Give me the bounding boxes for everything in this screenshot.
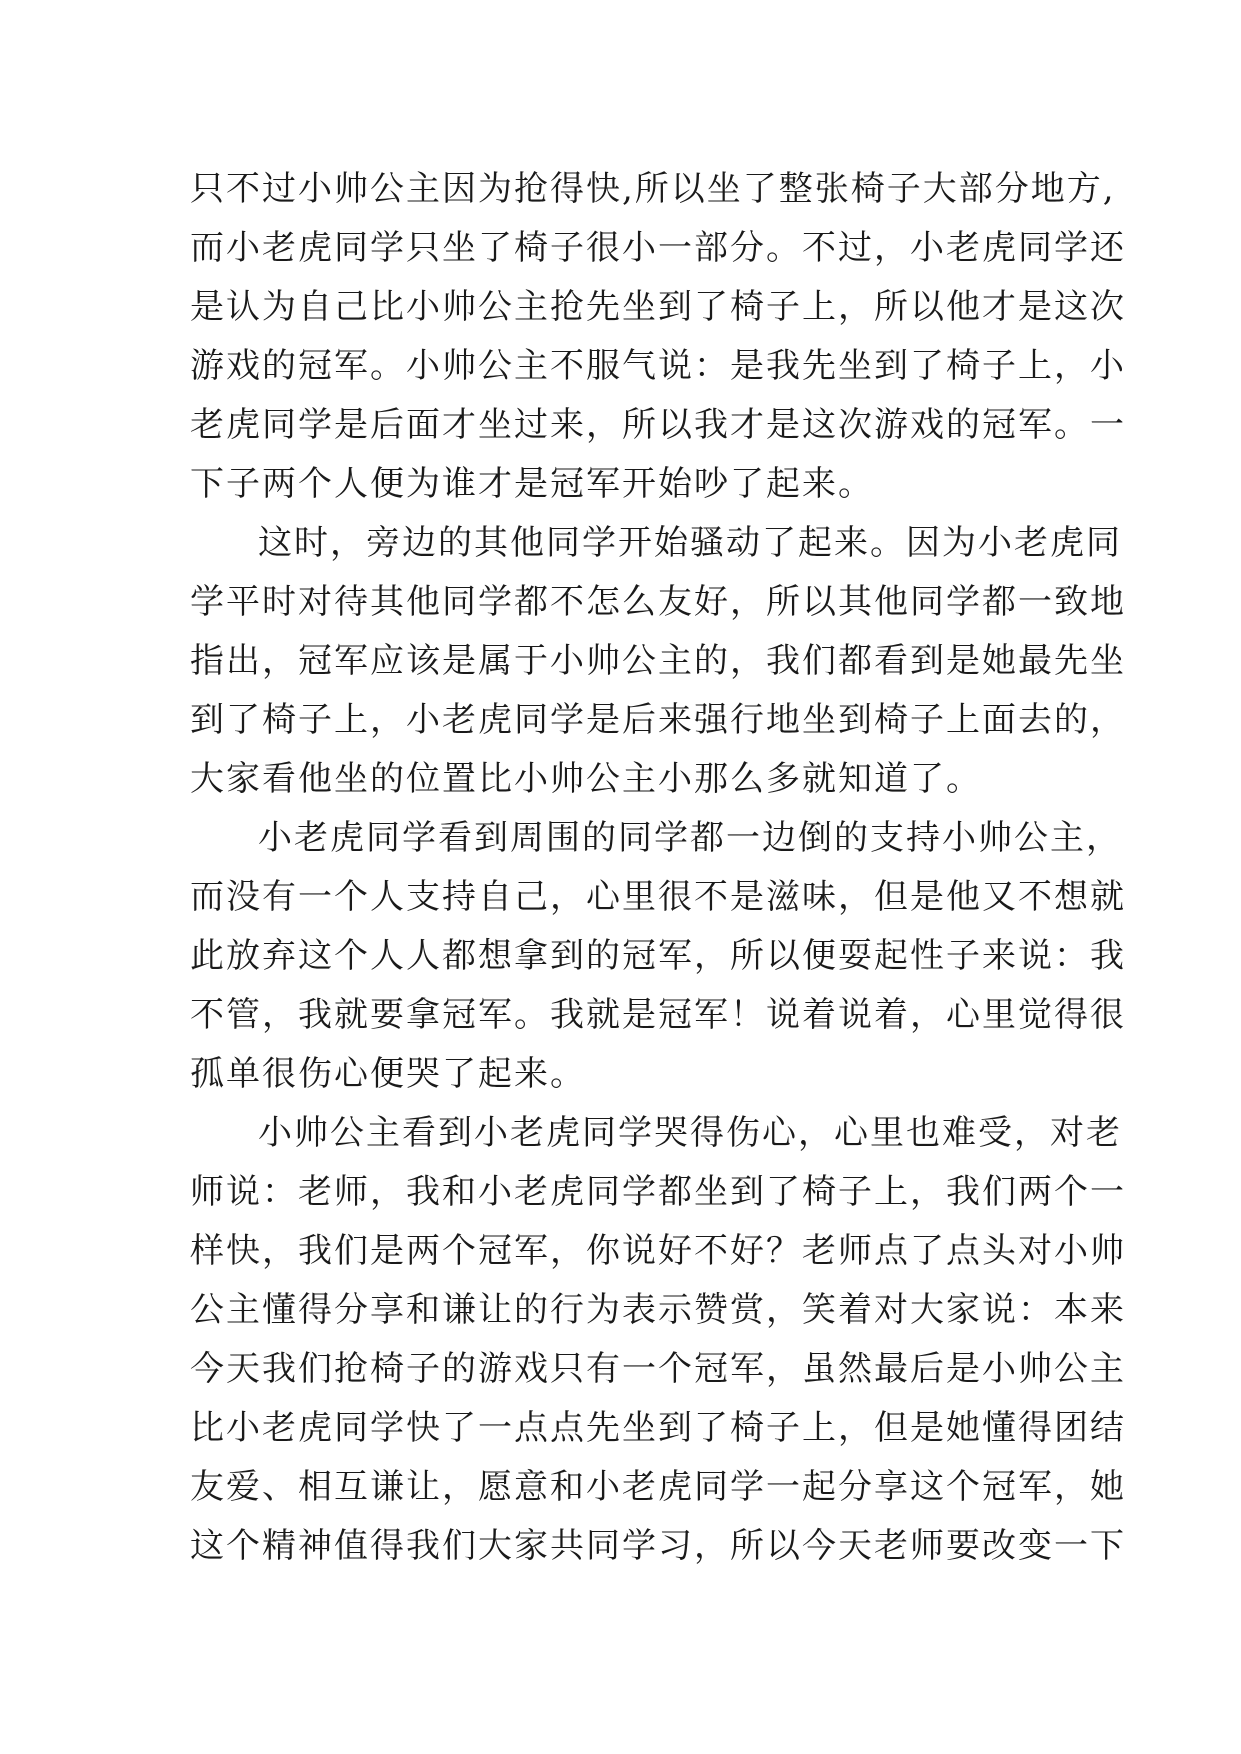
text-line: 而没有一个人支持自己，心里很不是滋味，但是他又不想就	[190, 877, 1126, 917]
text-line: 学平时对待其他同学都不怎么友好，所以其他同学都一致地	[190, 582, 1126, 622]
text-line: 这个精神值得我们大家共同学习，所以今天老师要改变一下	[190, 1526, 1126, 1566]
text-line: 老虎同学是后面才坐过来，所以我才是这次游戏的冠军。一	[190, 405, 1126, 445]
text-line: 指出，冠军应该是属于小帅公主的，我们都看到是她最先坐	[190, 641, 1126, 681]
text-line: 只不过小帅公主因为抢得快,所以坐了整张椅子大部分地方,	[190, 169, 1116, 209]
text-line: 不管，我就要拿冠军。我就是冠军！说着说着，心里觉得很	[190, 995, 1126, 1035]
text-line: 孤单很伤心便哭了起来。	[190, 1054, 586, 1094]
text-line: 今天我们抢椅子的游戏只有一个冠军，虽然最后是小帅公主	[190, 1349, 1126, 1389]
text-line: 比小老虎同学快了一点点先坐到了椅子上，但是她懂得团结	[190, 1408, 1126, 1448]
text-line: 而小老虎同学只坐了椅子很小一部分。不过，小老虎同学还	[190, 228, 1126, 268]
text-line: 样快，我们是两个冠军，你说好不好？老师点了点头对小帅	[190, 1231, 1126, 1271]
text-line: 游戏的冠军。小帅公主不服气说：是我先坐到了椅子上，小	[190, 346, 1126, 386]
text-line: 到了椅子上，小老虎同学是后来强行地坐到椅子上面去的，	[190, 700, 1126, 740]
text-line: 小帅公主看到小老虎同学哭得伤心，心里也难受，对老	[258, 1113, 1122, 1153]
text-line: 师说：老师，我和小老虎同学都坐到了椅子上，我们两个一	[190, 1172, 1126, 1212]
text-line: 大家看他坐的位置比小帅公主小那么多就知道了。	[190, 759, 982, 799]
text-line: 友爱、相互谦让，愿意和小老虎同学一起分享这个冠军，她	[190, 1467, 1126, 1507]
text-line: 这时，旁边的其他同学开始骚动了起来。因为小老虎同	[258, 523, 1122, 563]
text-line: 下子两个人便为谁才是冠军开始吵了起来。	[190, 464, 874, 504]
text-line: 此放弃这个人人都想拿到的冠军，所以便耍起性子来说：我	[190, 936, 1126, 976]
text-line: 公主懂得分享和谦让的行为表示赞赏，笑着对大家说：本来	[190, 1290, 1126, 1330]
text-line: 是认为自己比小帅公主抢先坐到了椅子上，所以他才是这次	[190, 287, 1126, 327]
text-line: 小老虎同学看到周围的同学都一边倒的支持小帅公主，	[258, 818, 1122, 858]
body-text	[190, 160, 1126, 1576]
